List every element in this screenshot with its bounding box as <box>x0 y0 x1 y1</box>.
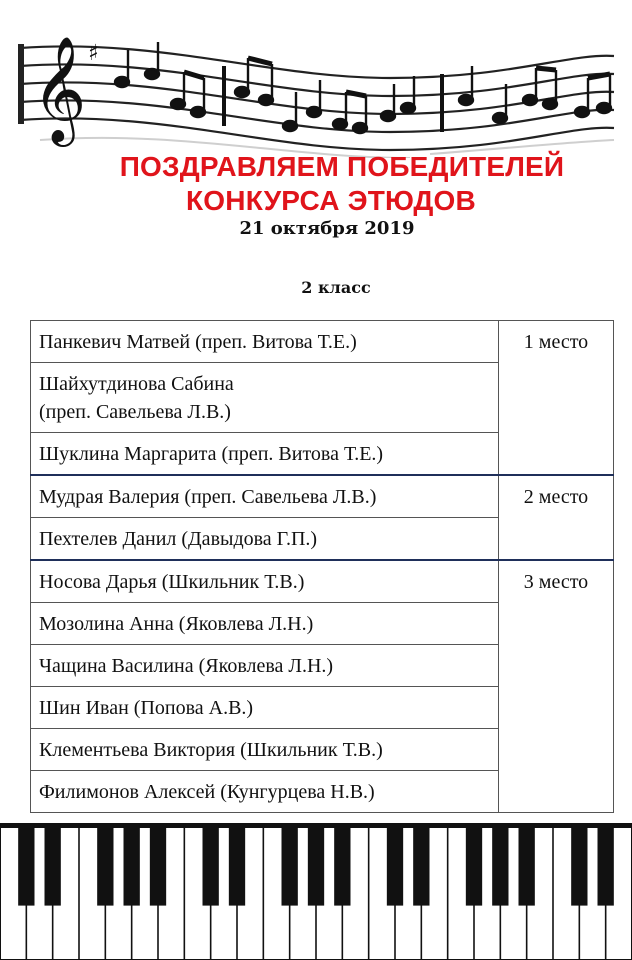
black-key <box>387 824 403 906</box>
participant-cell <box>31 518 499 561</box>
table-row <box>31 321 614 363</box>
participant-cell <box>31 687 499 729</box>
participant-cell <box>31 433 499 476</box>
black-key <box>492 824 508 906</box>
music-staff-illustration <box>10 8 622 158</box>
page-title-line2: КОНКУРСА ЭТЮДОВ <box>186 185 476 216</box>
black-key <box>334 824 350 906</box>
place-cell <box>499 475 614 560</box>
participant-name: Шайхутдинова Сабина <box>39 373 234 395</box>
event-date: 21 октября 2019 <box>239 218 415 239</box>
black-key <box>308 824 324 906</box>
results-table <box>30 320 614 813</box>
black-key <box>519 824 535 906</box>
participant-name: Шуклина Маргарита (преп. Витова Т.Е.) <box>39 443 384 465</box>
black-key <box>413 824 429 906</box>
participant-name: Филимонов Алексей (Кунгурцева Н.В.) <box>39 781 375 803</box>
participant-cell <box>31 321 499 363</box>
black-key <box>466 824 482 906</box>
treble-clef-icon: 𝄞 <box>32 35 87 142</box>
black-key <box>97 824 113 906</box>
sharp-icon: ♯ <box>88 41 99 66</box>
black-key <box>598 824 614 906</box>
black-key <box>282 824 298 906</box>
table-row <box>31 475 614 518</box>
participant-cell <box>31 645 499 687</box>
black-key <box>203 824 219 906</box>
place-label: 1 место <box>523 331 589 353</box>
place-cell <box>499 560 614 813</box>
participant-name: Мозолина Анна (Яковлева Л.Н.) <box>39 613 314 635</box>
participant-name: Чащина Василина (Яковлева Л.Н.) <box>39 655 334 677</box>
participant-name: Клементьева Виктория (Шкильник Т.В.) <box>39 739 383 761</box>
participant-name: Пехтелев Данил (Давыдова Г.П.) <box>39 528 318 550</box>
place-cell <box>499 321 614 476</box>
place-label: 2 место <box>523 486 589 508</box>
black-key <box>124 824 140 906</box>
participant-teacher: (преп. Савельева Л.В.) <box>39 401 231 423</box>
participant-name: Панкевич Матвей (преп. Витова Т.Е.) <box>39 331 357 353</box>
participant-name: Шин Иван (Попова А.В.) <box>39 697 254 719</box>
participant-name: Мудрая Валерия (преп. Савельева Л.В.) <box>39 486 377 508</box>
black-key <box>150 824 166 906</box>
participant-cell <box>31 475 499 518</box>
grade-label: 2 класс <box>301 278 371 297</box>
participant-cell <box>31 729 499 771</box>
place-label: 3 место <box>523 571 589 593</box>
page-title-line1: ПОЗДРАВЛЯЕМ ПОБЕДИТЕЛЕЙ <box>119 151 565 182</box>
black-key <box>45 824 61 906</box>
title-block <box>0 150 632 239</box>
participant-cell <box>31 771 499 813</box>
participant-name: Носова Дарья (Шкильник Т.В.) <box>39 571 305 593</box>
participant-cell <box>31 363 499 433</box>
black-key <box>571 824 587 906</box>
table-row <box>31 560 614 603</box>
black-key <box>18 824 34 906</box>
staff-left-barline <box>18 44 24 124</box>
participant-cell <box>31 603 499 645</box>
piano-keyboard-illustration <box>0 812 632 960</box>
participant-cell <box>31 560 499 603</box>
black-key <box>229 824 245 906</box>
